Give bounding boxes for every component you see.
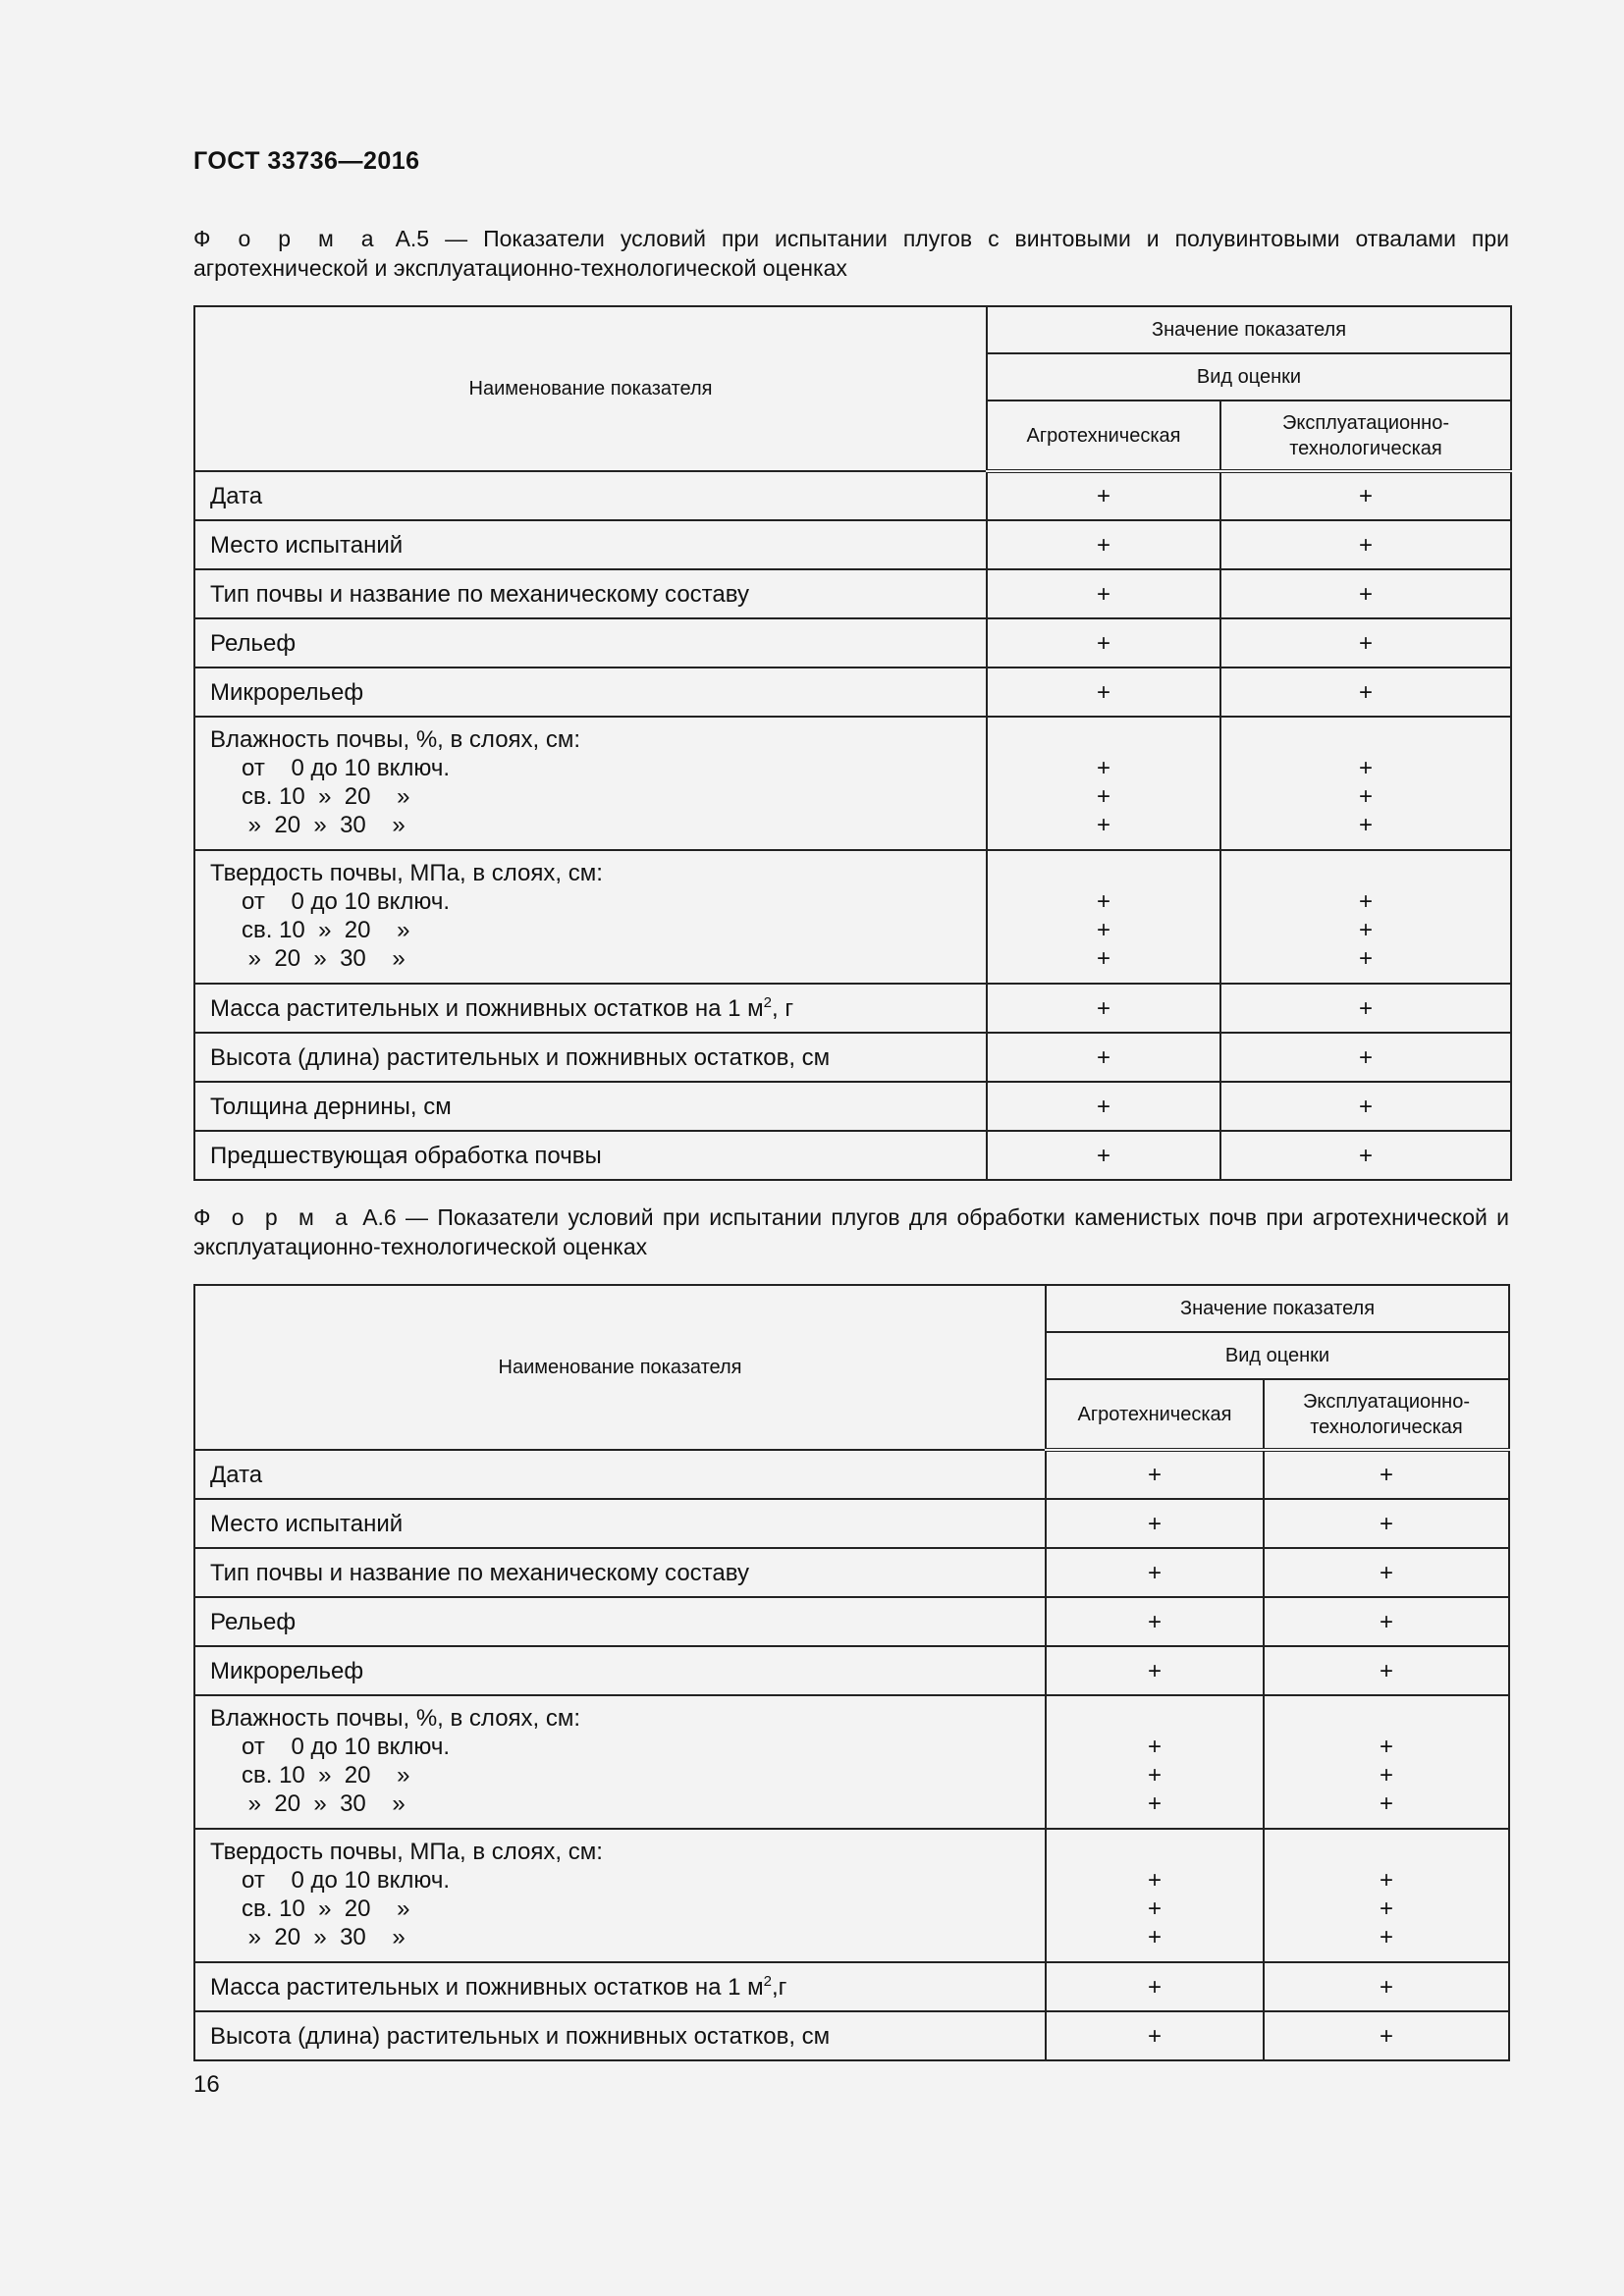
table-row — [194, 520, 1511, 569]
spacer — [988, 725, 1219, 754]
indicator-name — [194, 1033, 987, 1082]
spacer — [1221, 859, 1510, 887]
agrotechnical-value: + — [987, 520, 1220, 569]
agrotechnical-value — [1046, 1829, 1264, 1962]
operational-value: + — [1264, 1499, 1509, 1548]
value-mark: + — [1359, 812, 1374, 838]
form-label: Ф о р м а — [193, 226, 380, 251]
spacer — [988, 859, 1219, 887]
table-row — [194, 1450, 1509, 1499]
indicator-label: Твердость почвы, МПа, в слоях, см: — [210, 1839, 603, 1865]
operational-value: + — [1220, 667, 1511, 717]
operational-value: + — [1220, 1082, 1511, 1131]
value-mark: + — [1096, 812, 1110, 838]
indicator-label: Рельеф — [210, 629, 297, 657]
table-row — [194, 1646, 1509, 1695]
value-mark: + — [1096, 783, 1110, 810]
table-row — [194, 1597, 1509, 1646]
indicator-name — [194, 1082, 987, 1131]
table-row — [194, 618, 1511, 667]
indicator-unit: , г — [772, 994, 794, 1022]
operational-value: + — [1264, 1597, 1509, 1646]
indicator-name — [194, 1131, 987, 1180]
value-mark: + — [1147, 1896, 1162, 1922]
header-indicator-name: Наименование показателя — [194, 1285, 1046, 1450]
value-mark: + — [1359, 917, 1374, 943]
form-label: Ф о р м а — [193, 1204, 353, 1230]
indicator-name — [194, 667, 987, 717]
layer-range: св. 10 » 20 » — [242, 783, 410, 810]
indicator-label: Микрорельеф — [210, 678, 364, 706]
agrotechnical-value: + — [1046, 1597, 1264, 1646]
value-mark: + — [1359, 755, 1374, 781]
indicator-label: Высота (длина) растительных и пожнивных остатков, см — [210, 2022, 831, 2050]
table-row — [194, 717, 1511, 850]
indicator-name — [194, 850, 987, 984]
layer-range: » 20 » 30 » — [242, 812, 406, 838]
indicator-label: Толщина дернины, см — [210, 1093, 452, 1120]
value-mark: + — [1380, 1762, 1394, 1789]
form-a5-table — [193, 305, 1512, 1181]
agrotechnical-value: + — [987, 984, 1220, 1033]
table-row — [194, 1962, 1509, 2011]
indicator-label: Масса растительных и пожнивных остатков на 1 м — [210, 1973, 764, 2001]
indicator-name — [194, 2011, 1046, 2060]
table-row — [194, 1548, 1509, 1597]
spacer — [1265, 1838, 1508, 1866]
form-a5-caption — [193, 224, 1509, 283]
indicator-label: Микрорельеф — [210, 1657, 364, 1684]
operational-value: + — [1220, 569, 1511, 618]
operational-value — [1264, 1695, 1509, 1829]
indicator-name — [194, 520, 987, 569]
operational-value: + — [1264, 1548, 1509, 1597]
spacer — [1221, 725, 1510, 754]
operational-value: + — [1220, 471, 1511, 520]
indicator-name — [194, 1962, 1046, 2011]
agrotechnical-value: + — [987, 569, 1220, 618]
table-row — [194, 667, 1511, 717]
superscript: 2 — [763, 1972, 773, 1990]
agrotechnical-value: + — [987, 667, 1220, 717]
operational-value — [1220, 850, 1511, 984]
operational-value — [1264, 1829, 1509, 1962]
operational-value: + — [1220, 984, 1511, 1033]
table-row — [194, 1033, 1511, 1082]
indicator-name — [194, 1695, 1046, 1829]
indicator-label: Дата — [210, 1461, 263, 1488]
value-mark: + — [1096, 917, 1110, 943]
indicator-unit: ,г — [772, 1973, 787, 2001]
indicator-label: Твердость почвы, МПа, в слоях, см: — [210, 860, 603, 886]
indicator-label: Предшествующая обработка почвы — [210, 1142, 602, 1169]
value-mark: + — [1380, 1867, 1394, 1894]
operational-value: + — [1220, 1131, 1511, 1180]
header-operational: Эксплуатационно-технологическая — [1220, 400, 1511, 471]
operational-value: + — [1220, 618, 1511, 667]
operational-value: + — [1264, 2011, 1509, 2060]
indicator-label: Влажность почвы, %, в слоях, см: — [210, 1705, 581, 1732]
operational-value — [1220, 717, 1511, 850]
value-mark: + — [1147, 1762, 1162, 1789]
table-row — [194, 471, 1511, 520]
header-operational: Эксплуатационно-технологическая — [1264, 1379, 1509, 1450]
value-mark: + — [1096, 755, 1110, 781]
value-mark: + — [1147, 1867, 1162, 1894]
indicator-label: Место испытаний — [210, 1510, 404, 1537]
indicator-name — [194, 1646, 1046, 1695]
indicator-name — [194, 569, 987, 618]
layer-range: от 0 до 10 включ. — [242, 888, 451, 915]
value-mark: + — [1380, 1924, 1394, 1950]
form-title: — Показатели условий при испытании плугов для обработки каменистых почв при агротехнической и эксплуатационно-технологической оценках — [193, 1204, 1510, 1259]
header-agrotechnical: Агротехническая — [987, 400, 1220, 471]
value-mark: + — [1380, 1896, 1394, 1922]
spacer — [1265, 1704, 1508, 1733]
value-mark: + — [1147, 1790, 1162, 1817]
indicator-name — [194, 1499, 1046, 1548]
indicator-label: Высота (длина) растительных и пожнивных остатков, см — [210, 1043, 831, 1071]
agrotechnical-value: + — [987, 471, 1220, 520]
table-row — [194, 1082, 1511, 1131]
indicator-name — [194, 717, 987, 850]
table-row — [194, 1829, 1509, 1962]
table-row — [194, 984, 1511, 1033]
value-mark: + — [1359, 888, 1374, 915]
table-row — [194, 1695, 1509, 1829]
indicator-label: Место испытаний — [210, 531, 404, 559]
indicator-label: Влажность почвы, %, в слоях, см: — [210, 726, 581, 753]
agrotechnical-value: + — [1046, 1450, 1264, 1499]
agrotechnical-value: + — [1046, 1548, 1264, 1597]
indicator-name — [194, 618, 987, 667]
agrotechnical-value — [1046, 1695, 1264, 1829]
indicator-name — [194, 1597, 1046, 1646]
layer-range: от 0 до 10 включ. — [242, 755, 451, 781]
agrotechnical-value: + — [987, 1033, 1220, 1082]
value-mark: + — [1147, 1734, 1162, 1760]
form-title: — Показатели условий при испытании плугов с винтовыми и полувинтовыми отвалами при агротехнической и эксплуатационно-технологической оценках — [193, 226, 1510, 281]
layer-range: » 20 » 30 » — [242, 1924, 406, 1950]
indicator-label: Тип почвы и название по механическому составу — [210, 1559, 749, 1586]
indicator-name — [194, 471, 987, 520]
layer-range: св. 10 » 20 » — [242, 1762, 410, 1789]
header-assessment-type: Вид оценки — [1046, 1332, 1509, 1379]
operational-value: + — [1220, 520, 1511, 569]
spacer — [1047, 1704, 1263, 1733]
operational-value: + — [1264, 1962, 1509, 2011]
table-row — [194, 569, 1511, 618]
agrotechnical-value: + — [1046, 1499, 1264, 1548]
indicator-label: Масса растительных и пожнивных остатков на 1 м — [210, 994, 764, 1022]
superscript: 2 — [763, 993, 773, 1011]
layer-range: св. 10 » 20 » — [242, 1896, 410, 1922]
operational-value: + — [1264, 1646, 1509, 1695]
header-assessment-type: Вид оценки — [987, 353, 1511, 400]
indicator-name — [194, 1450, 1046, 1499]
agrotechnical-value: + — [987, 1082, 1220, 1131]
agrotechnical-value: + — [987, 618, 1220, 667]
agrotechnical-value: + — [987, 1131, 1220, 1180]
layer-range: » 20 » 30 » — [242, 945, 406, 972]
layer-range: св. 10 » 20 » — [242, 917, 410, 943]
agrotechnical-value — [987, 850, 1220, 984]
form-number: А.6 — [362, 1204, 397, 1230]
value-mark: + — [1359, 783, 1374, 810]
layer-range: от 0 до 10 включ. — [242, 1734, 451, 1760]
indicator-name — [194, 1548, 1046, 1597]
value-mark: + — [1380, 1734, 1394, 1760]
table-row — [194, 1499, 1509, 1548]
layer-range: » 20 » 30 » — [242, 1790, 406, 1817]
form-number: А.5 — [395, 226, 430, 251]
operational-value: + — [1264, 1450, 1509, 1499]
indicator-label: Дата — [210, 482, 263, 509]
header-agrotechnical: Агротехническая — [1046, 1379, 1264, 1450]
value-mark: + — [1096, 888, 1110, 915]
table-row — [194, 1131, 1511, 1180]
spacer — [1047, 1838, 1263, 1866]
page-number: 16 — [193, 2071, 220, 2098]
header-indicator-value: Значение показателя — [1046, 1285, 1509, 1332]
layer-range: от 0 до 10 включ. — [242, 1867, 451, 1894]
indicator-label: Тип почвы и название по механическому составу — [210, 580, 749, 608]
header-indicator-name: Наименование показателя — [194, 306, 987, 471]
form-a6-caption — [193, 1202, 1509, 1261]
value-mark: + — [1147, 1924, 1162, 1950]
header-indicator-value: Значение показателя — [987, 306, 1511, 353]
indicator-name — [194, 1829, 1046, 1962]
value-mark: + — [1380, 1790, 1394, 1817]
table-row — [194, 850, 1511, 984]
table-row — [194, 2011, 1509, 2060]
agrotechnical-value — [987, 717, 1220, 850]
agrotechnical-value: + — [1046, 2011, 1264, 2060]
indicator-label: Рельеф — [210, 1608, 297, 1635]
value-mark: + — [1359, 945, 1374, 972]
agrotechnical-value: + — [1046, 1962, 1264, 2011]
document-id: ГОСТ 33736—2016 — [193, 147, 420, 175]
agrotechnical-value: + — [1046, 1646, 1264, 1695]
form-a6-table — [193, 1284, 1510, 2061]
indicator-name — [194, 984, 987, 1033]
operational-value: + — [1220, 1033, 1511, 1082]
value-mark: + — [1096, 945, 1110, 972]
